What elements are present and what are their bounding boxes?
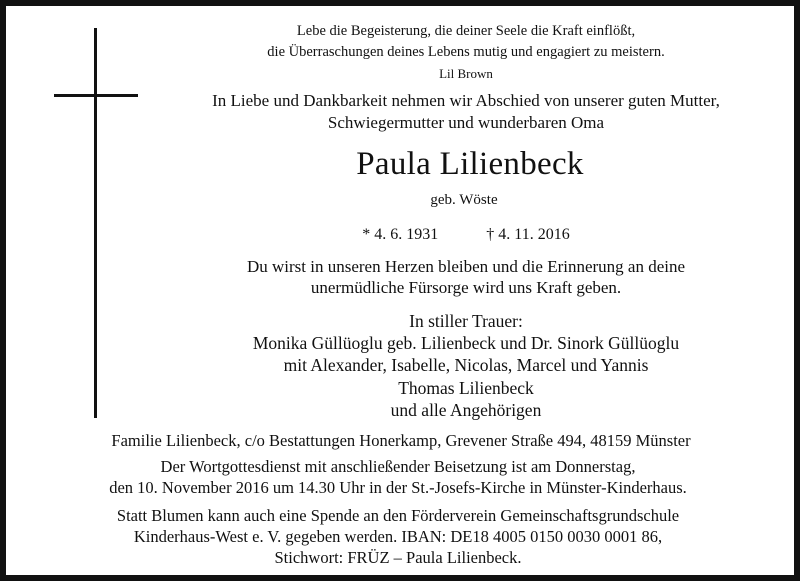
birth-date: * 4. 6. 1931 — [362, 226, 439, 243]
mourner-line-4: und alle Angehörigen — [390, 400, 542, 420]
mourner-line-2: mit Alexander, Isabelle, Nicolas, Marcel und Yannis — [283, 355, 649, 375]
quote-line-2: die Überraschungen deines Lebens mutig und engagiert zu meistern. — [267, 44, 665, 60]
donation-line-2: Kinderhaus-West e. V. gegeben werden. IBAN: DE18 4005 0150 0030 0001 86, — [133, 527, 663, 546]
death-date: † 4. 11. 2016 — [486, 226, 570, 243]
message-line-1: Du wirst in unseren Herzen bleiben und die Erinnerung an deine — [246, 257, 686, 276]
service-line-2: den 10. November 2016 um 14.30 Uhr in der St.-Josefs-Kirche in Münster-Kinderhaus. — [109, 478, 687, 497]
mourner-line-3: Thomas Lilienbeck — [398, 378, 534, 398]
service-line-1: Der Wortgottesdienst mit anschließender Beisetzung ist am Donnerstag, — [160, 457, 636, 476]
deceased-name: Paula Lilienbeck — [356, 146, 584, 182]
life-dates — [362, 227, 569, 243]
quote-author: Lil Brown — [439, 66, 493, 81]
donation-line-3: Stichwort: FRÜZ – Paula Lilienbeck. — [274, 548, 522, 567]
contact-address: Familie Lilienbeck, c/o Bestattungen Honerkamp, Grevener Straße 494, 48159 Münster — [111, 431, 691, 450]
mourner-line-1: Monika Güllüoglu geb. Lilienbeck und Dr. Sinork Güllüoglu — [252, 333, 680, 353]
intro-line-1: In Liebe und Dankbarkeit nehmen wir Abschied von unserer guten Mutter, — [212, 91, 720, 110]
cross-icon-vertical — [94, 28, 97, 418]
birth-name: geb. Wöste — [430, 192, 498, 208]
mourners-heading: In stiller Trauer: — [409, 311, 523, 331]
donation-line-1: Statt Blumen kann auch eine Spende an den Förderverein Gemeinschaftsgrundschule — [116, 506, 680, 525]
message-line-2: unermüdliche Fürsorge wird uns Kraft geben. — [310, 278, 622, 297]
cross-icon-horizontal — [54, 94, 138, 97]
quote-line-1: Lebe die Begeisterung, die deiner Seele die Kraft einflößt, — [296, 23, 636, 39]
intro-line-2: Schwiegermutter und wunderbaren Oma — [327, 113, 605, 132]
